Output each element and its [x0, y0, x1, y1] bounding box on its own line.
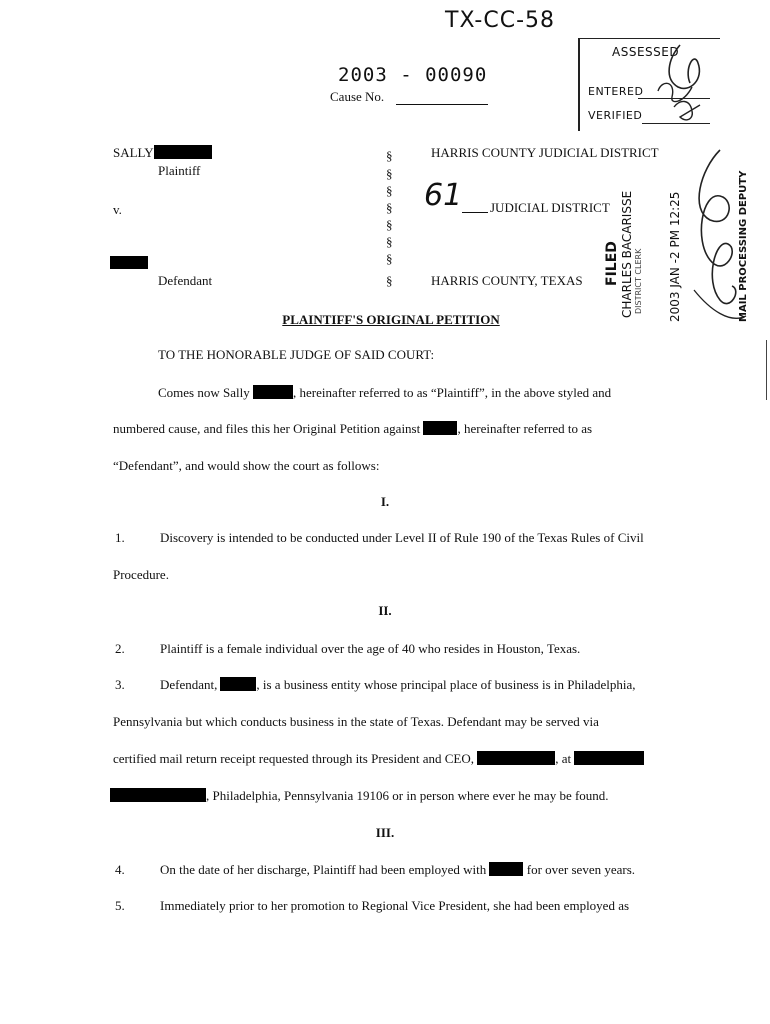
paragraph-text [160, 677, 636, 693]
paragraph-text [110, 788, 609, 804]
cause-underline [396, 104, 488, 105]
mail-processing-label: MAIL PROCESSING DEPUTY [738, 170, 749, 322]
court-number-underline [462, 212, 488, 213]
paragraph-fragment: , Philadelphia, Pennsylvania 19106 or in person where ever he may be found. [206, 788, 609, 803]
redaction-bar [423, 421, 457, 435]
paragraph-fragment: certified mail return receipt requested through its President and CEO, [113, 751, 474, 766]
judicial-district-label: JUDICIAL DISTRICT [490, 200, 610, 215]
intro-line-2 [113, 421, 708, 437]
paragraph-fragment: Defendant, [160, 677, 218, 692]
intro-text: , hereinafter referred to as [457, 421, 593, 436]
paragraph-number: 5. [115, 898, 125, 913]
scan-edge-line [766, 340, 767, 400]
section-symbol: § [386, 217, 393, 232]
paragraph-fragment: On the date of her discharge, Plaintiff had been employed with [160, 862, 487, 877]
section-heading: III. [375, 825, 395, 840]
paragraph-text: Immediately prior to her promotion to Regional Vice President, she had been employed as [160, 898, 630, 913]
stamp-entered-label: ENTERED [588, 85, 644, 98]
section-symbol: § [386, 234, 393, 249]
paragraph-number: 3. [115, 677, 125, 692]
versus-label: v. [113, 202, 122, 217]
intro-text: , hereinafter referred to as “Plaintiff”, in the above styled and [292, 385, 612, 400]
cause-label: Cause No. [330, 89, 385, 104]
plaintiff-name: SALLY [113, 145, 154, 160]
initials-signature-icon [580, 39, 720, 131]
document-title: PLAINTIFF'S ORIGINAL PETITION [282, 312, 500, 327]
paragraph-text: Discovery is intended to be conducted under Level II of Rule 190 of the Texas Rules of Civil [160, 530, 644, 545]
filed-date: 2003 JAN -2 PM 12:25 [668, 191, 682, 322]
intro-text: numbered cause, and files this her Original Petition against [113, 421, 421, 436]
handwritten-case-code: TX-CC-58 [445, 8, 556, 33]
paragraph-number: 2. [115, 641, 125, 656]
redaction-bar [110, 256, 148, 269]
paragraph-text: Procedure. [113, 567, 169, 582]
redaction-bar [477, 751, 555, 765]
court-name: HARRIS COUNTY JUDICIAL DISTRICT [431, 145, 659, 160]
defendant-role: Defendant [158, 273, 213, 288]
redaction-bar [110, 788, 206, 802]
section-symbol: § [386, 200, 393, 215]
cause-number: 2003 - 00090 [338, 64, 488, 86]
redaction-bar [253, 385, 293, 399]
plaintiff-role: Plaintiff [158, 163, 201, 178]
paragraph-text [160, 862, 635, 878]
paragraph-fragment: , is a business entity whose principal place of business is in Philadelphia, [256, 677, 636, 692]
paragraph-number: 1. [115, 530, 125, 545]
clerk-name: CHARLES BACARISSE [620, 190, 634, 318]
intro-line-3: “Defendant”, and would show the court as follows: [113, 458, 380, 473]
section-symbol: § [386, 166, 393, 181]
paragraph-text: Plaintiff is a female individual over the age of 40 who resides in Houston, Texas. [160, 641, 581, 656]
salutation: TO THE HONORABLE JUDGE OF SAID COURT: [158, 347, 435, 362]
paragraph-fragment: for over seven years. [526, 862, 636, 877]
clerk-title: DISTRICT CLERK [634, 248, 643, 314]
redaction-bar [489, 862, 523, 876]
stamp-verified-label: VERIFIED [588, 109, 643, 122]
plaintiff-caption [113, 145, 212, 161]
intro-text: Comes now Sally [158, 385, 250, 400]
section-heading: I. [380, 494, 390, 509]
section-heading: II. [378, 603, 392, 618]
paragraph-fragment: , at [555, 751, 572, 766]
section-symbol: § [386, 251, 393, 266]
paragraph-text [113, 751, 644, 767]
handwritten-court-number: 61 [424, 178, 463, 213]
section-symbol: § [386, 183, 393, 198]
court-county: HARRIS COUNTY, TEXAS [431, 273, 583, 288]
section-symbol: § [386, 273, 393, 288]
redaction-bar [220, 677, 256, 691]
paragraph-number: 4. [115, 862, 125, 877]
paragraph-text: Pennsylvania but which conducts business in the state of Texas. Defendant may be served via [113, 714, 599, 729]
redaction-bar [574, 751, 644, 765]
stamp-assessed-label: ASSESSED [612, 45, 680, 59]
filed-label: FILED [604, 241, 620, 286]
intro-line-1 [158, 385, 708, 401]
redaction-bar [154, 145, 212, 159]
deputy-signature-icon [680, 140, 750, 330]
assessed-stamp [578, 38, 720, 131]
section-symbol: § [386, 148, 393, 163]
